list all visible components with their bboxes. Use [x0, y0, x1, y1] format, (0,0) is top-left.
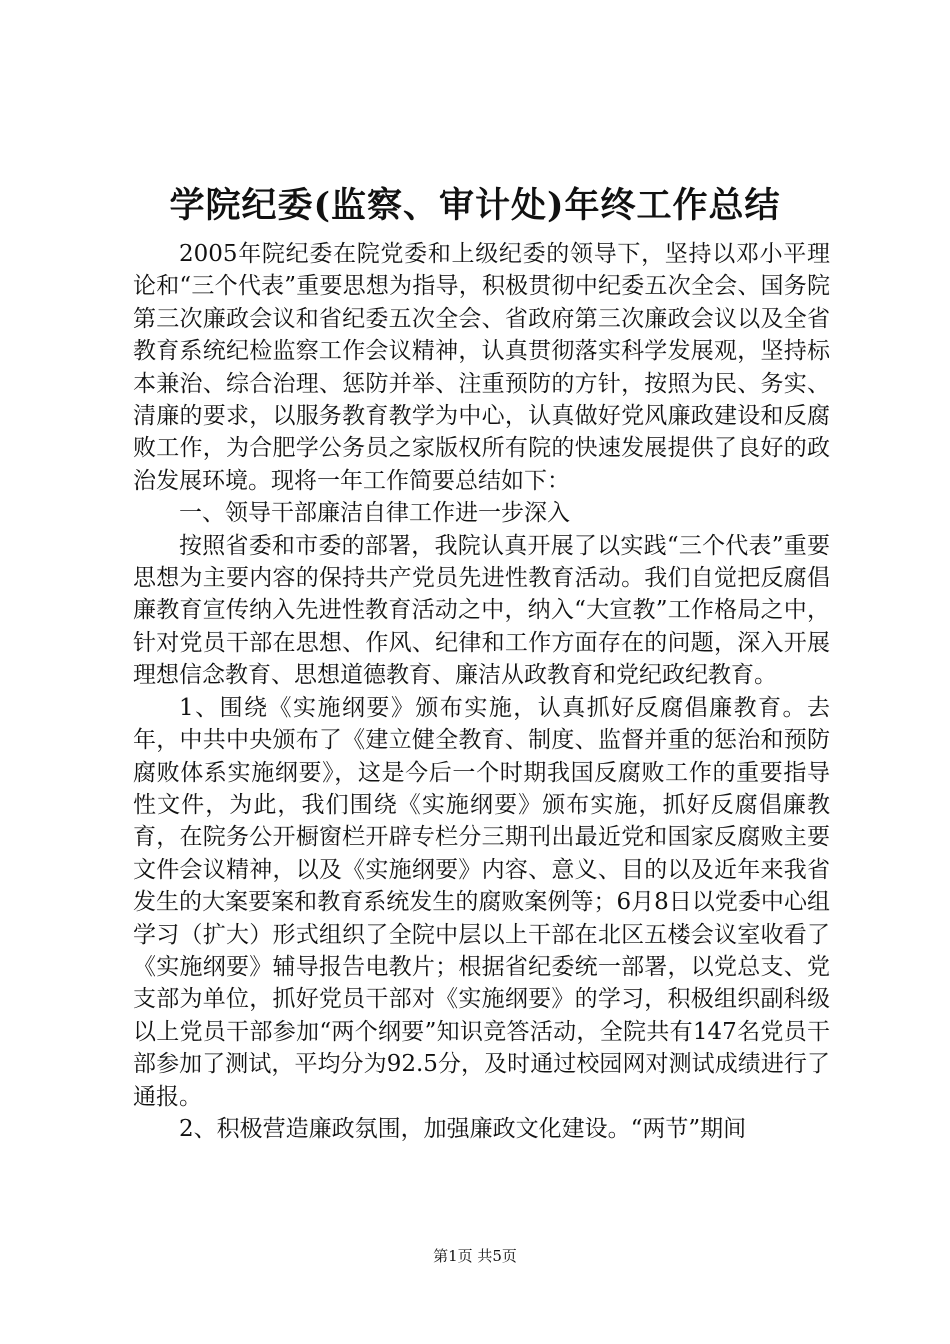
- paragraph-item-2: 2、积极营造廉政氛围，加强廉政文化建设。“两节”期间: [179, 1115, 747, 1142]
- paragraph-intro: 2005年院纪委在院党委和上级纪委的领导下，坚持以邓小平理论和“三个代表”重要思想为指导，积极贯彻中纪委五次全会、国务院第三次廉政会议和省纪委五次全会、省政府第三次廉政会议以及全省教育系统纪检监察工作会议精神，认真贯彻落实科学发展观，坚持标本兼治、综合治理、惩防并举、注重预防的方针，按照为民、务实、清廉的要求，以服务教育教学为中心，认真做好党风廉政建设和反腐败工作，为合肥学公务员之家版权所有院的快速发展提供了良好的政治发展环境。现将一年工作简要总结如下：: [133, 241, 830, 494]
- section-heading-1: 一、领导干部廉洁自律工作进一步深入: [179, 500, 570, 527]
- paragraph-section-1: 按照省委和市委的部署，我院认真开展了以实践“三个代表”重要思想为主要内容的保持共产党员先进性教育活动。我们自觉把反腐倡廉教育宣传纳入先进性教育活动之中，纳入“大宣教”工作格局之中，针对党员干部在思想、作风、纪律和工作方面存在的问题，深入开展理想信念教育、思想道德教育、廉洁从政教育和党纪政纪教育。: [133, 532, 830, 689]
- page-number-footer: 第1页 共5页: [433, 1247, 517, 1265]
- document-body: [133, 238, 830, 1145]
- paragraph-item-1: 1、围绕《实施纲要》颁布实施，认真抓好反腐倡廉教育。去年，中共中央颁布了《建立健全教育、制度、监督并重的惩治和预防腐败体系实施纲要》，这是今后一个时期我国反腐败工作的重要指导性文件，为此，我们围绕《实施纲要》颁布实施，抓好反腐倡廉教育，在院务公开橱窗栏开辟专栏分三期刊出最近党和国家反腐败主要文件会议精神，以及《实施纲要》内容、意义、目的以及近年来我省发生的大案要案和教育系统发生的腐败案例等；6月8日以党委中心组学习（扩大）形式组织了全院中层以上干部在北区五楼会议室收看了《实施纲要》辅导报告电教片；根据省纪委统一部署，以党总支、党支部为单位，抓好党员干部对《实施纲要》的学习，积极组织副科级以上党员干部参加“两个纲要”知识竞答活动，全院共有147名党员干部参加了测试，平均分为92.5分，及时通过校园网对测试成绩进行了通报。: [133, 694, 830, 1110]
- document-title: 学院纪委(监察、审计处)年终工作总结: [169, 185, 781, 226]
